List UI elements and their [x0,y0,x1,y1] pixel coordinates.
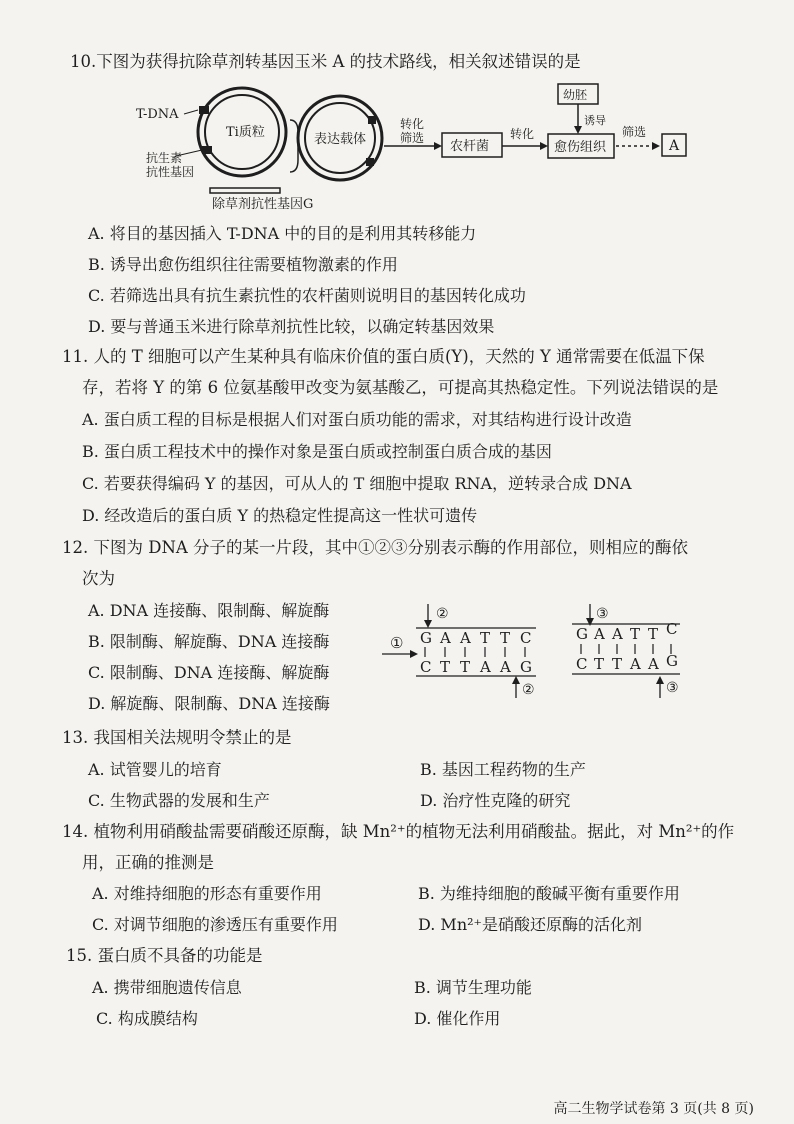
q11-option-d: D. 经改造后的蛋白质 Y 的热稳定性提高这一性状可遗传 [82,506,478,525]
q12-option-a: A. DNA 连接酶、限制酶、解旋酶 [88,601,330,620]
q15-option-c: C. 构成膜结构 [96,1009,198,1028]
q15-option-d: D. 催化作用 [414,1009,501,1028]
q13-stem: 13. 我国相关法规明令禁止的是 [62,728,292,747]
svg-text:G: G [420,629,432,647]
svg-text:A: A [440,629,451,647]
left-top-strand [420,629,531,647]
q14-option-c: C. 对调节细胞的渗透压有重要作用 [92,915,338,934]
q14-option-a: A. 对维持细胞的形态有重要作用 [92,884,322,903]
q11-option-b: B. 蛋白质工程技术中的操作对象是蛋白质或控制蛋白质合成的基因 [82,442,552,461]
q10-option-d: D. 要与普通玉米进行除草剂抗性比较，以确定转基因效果 [88,317,495,336]
svg-text:C: C [576,655,588,673]
svg-text:A: A [648,655,659,673]
svg-text:T: T [648,625,659,643]
q12-stem-2: 次为 [82,569,115,588]
q11-option-c: C. 若要获得编码 Y 的基因，可从人的 T 细胞中提取 RNA，逆转录合成 DNA [82,474,632,493]
antibiotic-label-2: 抗性基因 [146,165,195,179]
q13-option-c: C. 生物武器的发展和生产 [88,791,270,810]
antibiotic-label-1: 抗生素 [146,151,183,165]
q10-diagram [130,80,710,215]
result-label: A [669,138,680,154]
svg-text:A: A [612,625,623,643]
step1-b-label: 筛选 [400,131,425,145]
herbicide-gene-bar [210,188,280,193]
herbicide-gene-label: 除草剂抗性基因G [212,197,314,212]
q10-option-a: A. 将目的基因插入 T-DNA 中的目的是利用其转移能力 [88,224,477,243]
svg-text:T: T [630,625,641,643]
svg-text:A: A [500,658,511,676]
q12-option-b: B. 限制酶、解旋酶、DNA 连接酶 [88,632,330,651]
induce-label: 诱导 [584,114,606,127]
q14-stem-2: 用，正确的推测是 [82,853,214,872]
svg-text:A: A [460,629,471,647]
svg-text:T: T [440,658,451,676]
svg-text:G: G [666,652,678,670]
q13-option-a: A. 试管婴儿的培育 [88,760,222,779]
svg-text:G: G [520,658,532,676]
q14-stem-1: 14. 植物利用硝酸盐需要硝酸还原酶，缺 Mn²⁺的植物无法利用硝酸盐。据此，对 Mn²⁺的作 [62,822,735,841]
agrobacterium-label: 农杆菌 [450,139,490,154]
q10-option-b: B. 诱导出愈伤组织往往需要植物激素的作用 [88,255,398,274]
q12-option-c: C. 限制酶、DNA 连接酶、解旋酶 [88,663,330,682]
q11-option-a: A. 蛋白质工程的目标是根据人们对蛋白质功能的需求，对其结构进行设计改造 [82,410,632,429]
svg-text:G: G [576,625,588,643]
svg-text:C: C [520,629,532,647]
antibiotic-segment [202,146,212,154]
mark-2-top: ② [436,606,449,622]
q11-stem-1: 11. 人的 T 细胞可以产生某种具有临床价值的蛋白质(Y)，天然的 Y 通常需要在低温下保 [62,347,705,366]
q11-stem-2: 存，若将 Y 的第 6 位氨基酸甲改变为氨基酸乙，可提高其热稳定性。下列说法错误的是 [82,378,719,397]
svg-text:A: A [480,658,491,676]
callus-label: 愈伤组织 [554,140,607,155]
embryo-label: 幼胚 [563,88,588,102]
ti-plasmid-label: Ti质粒 [226,125,265,140]
svg-text:C: C [420,658,432,676]
page-footer: 高二生物学试卷第 3 页(共 8 页) [553,1101,754,1117]
vector-label: 表达载体 [314,132,367,147]
svg-text:T: T [480,629,491,647]
tdna-label: T-DNA [136,107,179,122]
q15-option-a: A. 携带细胞遗传信息 [92,978,242,997]
mark-3-top: ③ [596,606,609,622]
tdna-segment [199,106,209,114]
right-bottom-strand [576,652,678,673]
svg-text:T: T [612,655,623,673]
q10-option-c: C. 若筛选出具有抗生素抗性的农杆菌则说明目的基因转化成功 [88,286,526,305]
mark-3-bottom: ③ [666,680,679,696]
q12-stem-1: 12. 下图为 DNA 分子的某一片段，其中①②③分别表示酶的作用部位，则相应的酶依 [62,538,689,557]
q10-stem: 10.下图为获得抗除草剂转基因玉米 A 的技术路线，相关叙述错误的是 [70,52,581,71]
mark-1-left: ① [390,634,404,652]
svg-text:T: T [500,629,511,647]
svg-text:T: T [594,655,605,673]
q12-dna-diagram [380,598,690,708]
q14-option-b: B. 为维持细胞的酸碱平衡有重要作用 [418,884,680,903]
svg-text:C: C [666,620,678,638]
q14-option-d: D. Mn²⁺是硝酸还原酶的活化剂 [418,915,642,934]
q15-option-b: B. 调节生理功能 [414,978,532,997]
step1-a-label: 转化 [400,117,425,131]
mark-2-bottom: ② [522,682,535,698]
step2-label: 转化 [510,127,535,141]
q13-option-d: D. 治疗性克隆的研究 [420,791,571,810]
q15-stem: 15. 蛋白质不具备的功能是 [66,946,263,965]
left-bottom-strand [420,658,532,676]
q13-option-b: B. 基因工程药物的生产 [420,760,586,779]
q12-option-d: D. 解旋酶、限制酶、DNA 连接酶 [88,694,330,713]
step3-label: 筛选 [622,125,647,139]
svg-text:A: A [630,655,641,673]
svg-text:A: A [594,625,605,643]
svg-text:T: T [460,658,471,676]
